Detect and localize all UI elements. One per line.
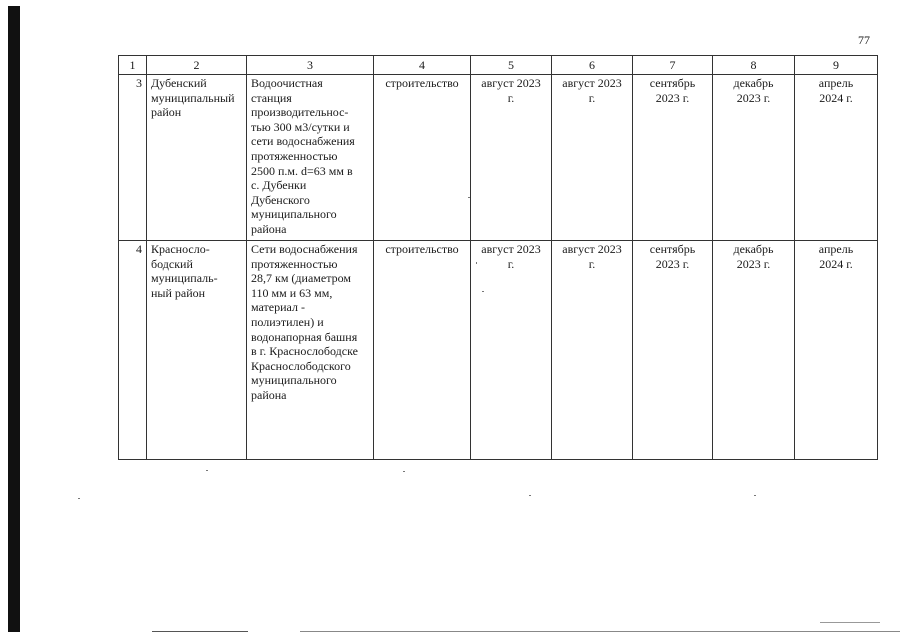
- header-cell: 7: [633, 56, 713, 75]
- date-cell: декабрь 2023 г.: [713, 75, 795, 241]
- scan-speck: [403, 471, 405, 472]
- scan-speck: [78, 498, 80, 499]
- header-cell: 1: [119, 56, 147, 75]
- scan-speck: [754, 495, 756, 496]
- scan-footer-line: [820, 622, 880, 623]
- date-cell: апрель 2024 г.: [795, 241, 878, 460]
- date-cell: декабрь 2023 г.: [713, 241, 795, 460]
- date-cell: сентябрь 2023 г.: [633, 75, 713, 241]
- object-cell: Сети водоснабжения протяженностью 28,7 км (диаметром 110 мм и 63 мм, материал - полиэтилен) и водонапорная башня в г. Краснослободске Краснослободского муниципального района: [247, 241, 374, 460]
- header-cell: 8: [713, 56, 795, 75]
- page-number: 77: [858, 33, 870, 47]
- row-number-cell: 4: [119, 241, 147, 460]
- table-row: [119, 75, 878, 241]
- scan-footer-line: [300, 631, 900, 632]
- work-type-cell: строительство: [374, 75, 471, 241]
- date-cell: август 2023 г.: [471, 241, 552, 460]
- scan-speck: [529, 495, 531, 496]
- scan-speck: [482, 291, 484, 292]
- header-cell: 5: [471, 56, 552, 75]
- scan-speck: [206, 470, 208, 471]
- object-cell: Водоочистная станция производительнос- тью 300 м3/сутки и сети водоснабжения протяженностью 2500 п.м. d=63 мм в с. Дубенки Дубенского муниципального района: [247, 75, 374, 241]
- header-cell: 6: [552, 56, 633, 75]
- row-number-cell: 3: [119, 75, 147, 241]
- header-cell: 4: [374, 56, 471, 75]
- district-cell: Дубенский муниципальный район: [147, 75, 247, 241]
- table-header-row: [119, 56, 878, 75]
- date-cell: август 2023 г.: [552, 241, 633, 460]
- district-cell: Красносло- бодский муниципаль- ный район: [147, 241, 247, 460]
- scan-speck: [468, 197, 470, 198]
- header-cell: 3: [247, 56, 374, 75]
- table-row: [119, 241, 878, 460]
- scan-speck: [476, 262, 477, 264]
- date-cell: август 2023 г.: [471, 75, 552, 241]
- scan-edge: [8, 6, 20, 632]
- header-cell: 2: [147, 56, 247, 75]
- scan-footer-line: [152, 631, 248, 632]
- work-type-cell: строительство: [374, 241, 471, 460]
- header-cell: 9: [795, 56, 878, 75]
- date-cell: сентябрь 2023 г.: [633, 241, 713, 460]
- data-table: [118, 55, 878, 460]
- date-cell: август 2023 г.: [552, 75, 633, 241]
- date-cell: апрель 2024 г.: [795, 75, 878, 241]
